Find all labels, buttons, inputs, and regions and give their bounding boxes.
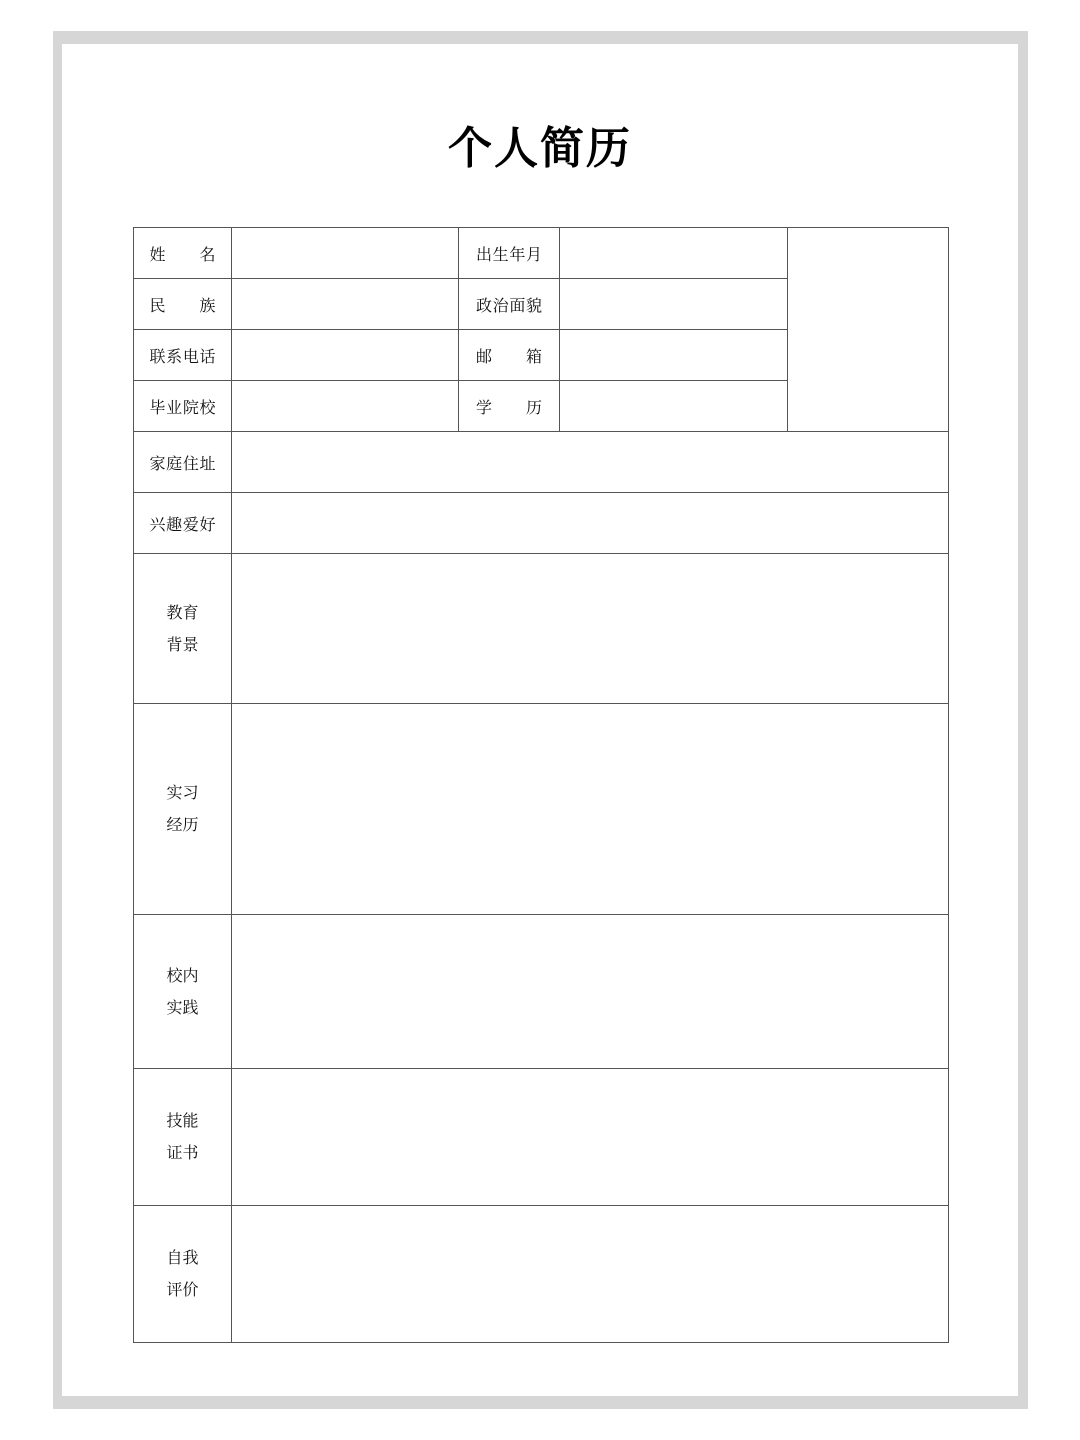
political-label-cell: [459, 279, 560, 330]
education-label-line1: 教育: [166, 602, 199, 622]
school-value-cell[interactable]: [232, 381, 459, 432]
political-value-cell[interactable]: [560, 279, 788, 330]
address-label-cell: [134, 432, 232, 493]
ethnicity-label-cell: [134, 279, 232, 330]
self-evaluation-label-cell: [134, 1206, 232, 1343]
address-value-cell[interactable]: [232, 432, 949, 493]
phone-value-cell[interactable]: [232, 330, 459, 381]
campus-practice-content-cell[interactable]: [232, 915, 949, 1069]
campus-practice-label-line1: 校内: [166, 965, 199, 985]
political-label: 政治面貌: [476, 295, 542, 315]
row-hobbies: [134, 493, 949, 554]
name-label: 姓 名: [149, 244, 216, 264]
section-campus-practice: [134, 915, 949, 1069]
row-name: [134, 228, 949, 279]
internship-label-line1: 实习: [166, 783, 199, 802]
birth-value-cell[interactable]: [560, 228, 788, 279]
section-self-evaluation: [134, 1206, 949, 1343]
skills-content-cell[interactable]: [232, 1069, 949, 1206]
degree-value-cell[interactable]: [560, 381, 788, 432]
self-evaluation-content-cell[interactable]: [232, 1206, 949, 1343]
degree-label: 学 历: [476, 397, 542, 417]
email-value-cell[interactable]: [560, 330, 788, 381]
phone-label: 联系电话: [149, 346, 216, 366]
education-label-cell: [134, 554, 232, 704]
hobbies-value-cell[interactable]: [232, 493, 949, 554]
self-evaluation-label-line1: 自我: [166, 1248, 199, 1267]
education-content-cell[interactable]: [232, 554, 949, 704]
campus-practice-label-cell: [134, 915, 232, 1069]
campus-practice-label-line2: 实践: [166, 997, 199, 1017]
email-label-cell: [459, 330, 560, 381]
birth-label: 出生年月: [476, 244, 542, 264]
phone-label-cell: [134, 330, 232, 381]
school-label: 毕业院校: [149, 397, 216, 417]
ethnicity-label: 民 族: [149, 295, 216, 315]
ethnicity-value-cell[interactable]: [232, 279, 459, 330]
self-evaluation-label-line2: 评价: [166, 1280, 199, 1299]
section-education: [134, 554, 949, 704]
address-label: 家庭住址: [149, 453, 216, 473]
row-address: [134, 432, 949, 493]
internship-label-line2: 经历: [166, 815, 199, 834]
photo-cell[interactable]: [788, 228, 949, 432]
name-label-cell: [134, 228, 232, 279]
internship-content-cell[interactable]: [232, 704, 949, 915]
section-internship: [134, 704, 949, 915]
name-value-cell[interactable]: [232, 228, 459, 279]
section-skills: [134, 1069, 949, 1206]
degree-label-cell: [459, 381, 560, 432]
resume-table: [133, 227, 949, 1343]
skills-label-cell: [134, 1069, 232, 1206]
hobbies-label: 兴趣爱好: [149, 514, 216, 534]
school-label-cell: [134, 381, 232, 432]
education-label-line2: 背景: [166, 634, 199, 654]
skills-label-line1: 技能: [166, 1111, 199, 1130]
email-label: 邮 箱: [476, 346, 542, 366]
skills-label-line2: 证书: [166, 1143, 199, 1162]
internship-label-cell: [134, 704, 232, 915]
birth-label-cell: [459, 228, 560, 279]
resume-title: 个人简历: [448, 123, 632, 174]
hobbies-label-cell: [134, 493, 232, 554]
